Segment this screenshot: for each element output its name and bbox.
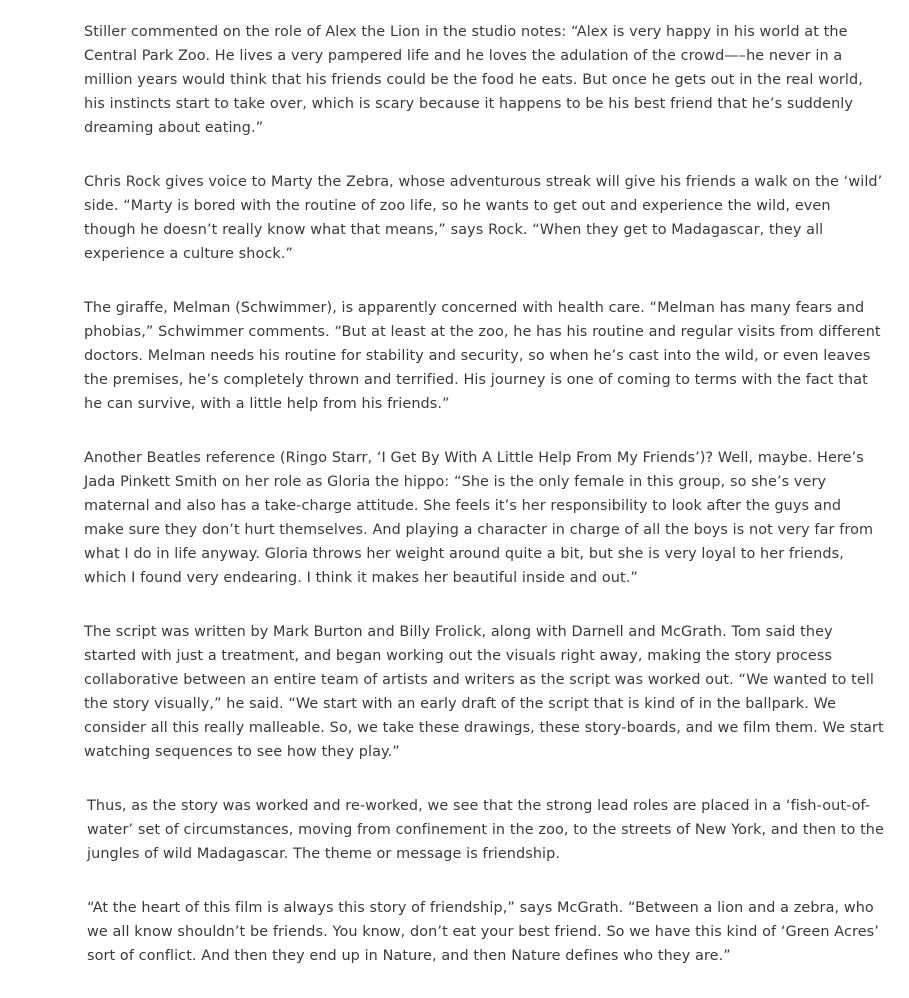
paragraph-smith-gloria: Another Beatles reference (Ringo Starr, ‘I Get By With A Little Help From My Friends’)? Well, maybe. Here’s Jada Pinkett Smith on her role as Gloria the hippo: “She is the only female in this group, so she’s very maternal and also has a take-charge attitude. She feels it’s her responsibility to look after the guys and make sure they don’t hurt themselves. And playing a character in charge of all the boys is not very far from what I do in life anyway. Gloria throws her weight around quite a bit, but she is very loyal to her friends, which I found very endearing. I think it makes her beautiful inside and out.” <box>84 450 874 586</box>
article-body <box>84 20 884 998</box>
paragraph-mcgrath-friendship: “At the heart of this film is always this story of friendship,” says McGrath. “Between a lion and a zebra, who we all know shouldn’t be friends. You know, don’t eat your best friend. So we have this kind of ‘Green Acres’ sort of conflict. And then they end up in Nature, and then Nature defines who they are.” <box>87 900 879 964</box>
paragraph-script-writing: The script was written by Mark Burton and Billy Frolick, along with Darnell and McGrath. Tom said they started with just a treatment, and began working out the visuals right away, making the story process collaborative between an entire team of artists and writers as the script was worked out. “We wanted to tell the story visually,” he said. “We start with an early draft of the script that is kind of in the ballpark. We consider all this really malleable. So, we take these drawings, these story-boards, and we film them. We start watching sequences to see how they play.” <box>84 624 884 760</box>
paragraph-stiller-alex: Stiller commented on the role of Alex the Lion in the studio notes: “Alex is very happy in his world at the Central Park Zoo. He lives a very pampered life and he loves the adulation of the crowd—–he never in a million years would think that his friends could be the food he eats. But once he gets out in the real world, his instincts start to take over, which is scary because it happens to be his best friend that he’s suddenly dreaming about eating.” <box>84 24 863 136</box>
paragraph-rock-marty: Chris Rock gives voice to Marty the Zebra, whose adventurous streak will give his friends a walk on the ‘wild’ side. “Marty is bored with the routine of zoo life, so he wants to get out and experience the wild, even though he doesn’t really know what that means,” says Rock. “When they get to Madagascar, they all experience a culture shock.” <box>84 174 883 262</box>
paragraph-schwimmer-melman: The giraffe, Melman (Schwimmer), is apparently concerned with health care. “Melman has many fears and phobias,” Schwimmer comments. “But at least at the zoo, he has his routine and regular visits from different doctors. Melman needs his routine for stability and security, so when he’s cast into the wild, or even leaves the premises, he’s completely thrown and terrified. His journey is one of coming to terms with the fact that he can survive, with a little help from his friends.” <box>84 300 881 412</box>
paragraph-fish-out-of-water: Thus, as the story was worked and re-worked, we see that the strong lead roles are placed in a ‘fish-out-of-water’ set of circumstances, moving from confinement in the zoo, to the streets of New York, and then to the jungles of wild Madagascar. The theme or message is friendship. <box>87 798 884 862</box>
